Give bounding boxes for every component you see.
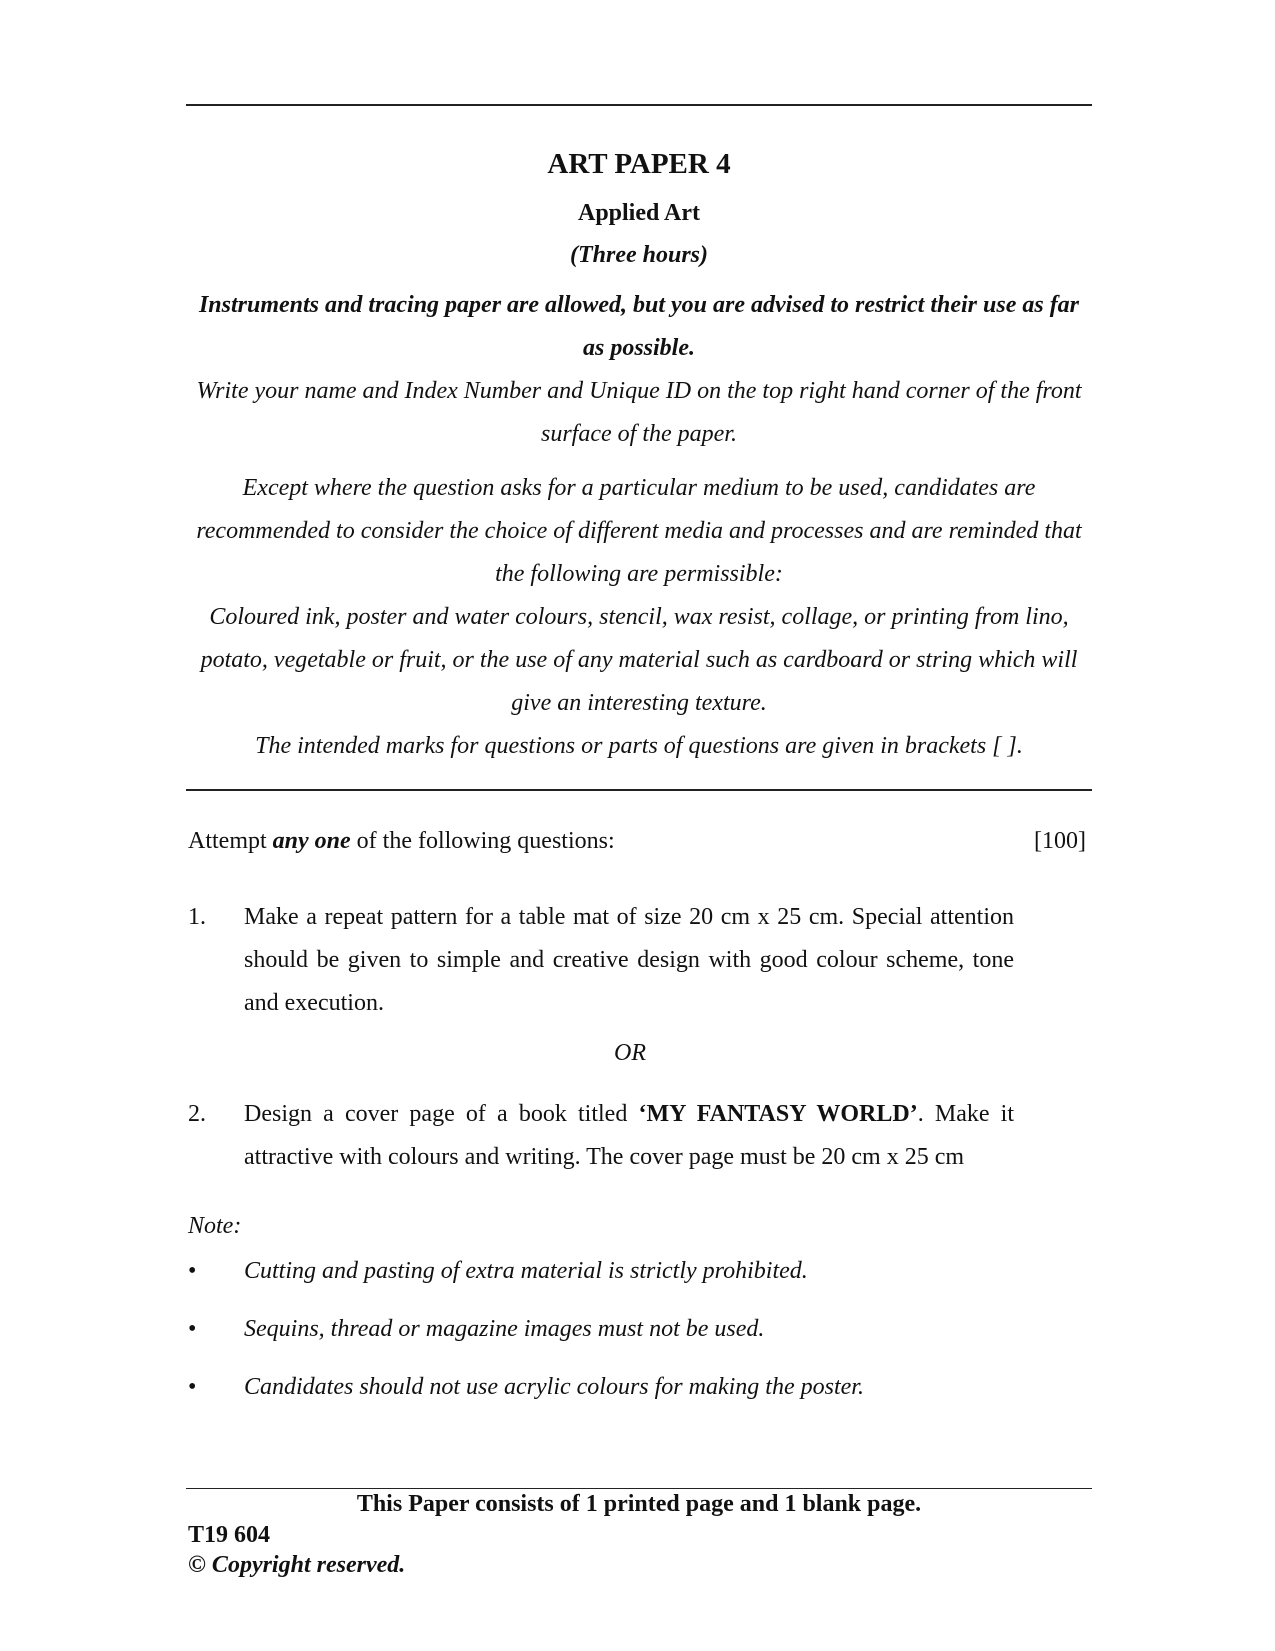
paper-duration: (Three hours) [569, 242, 708, 268]
paper-code: T19 604 [188, 1522, 271, 1548]
book-title: ‘MY FANTASY WORLD’ [638, 1101, 918, 1127]
note-item [188, 1316, 764, 1343]
media-list: Coloured ink, poster and water colours, stencil, wax resist, collage, or printing from lino, potato, vegetable or fruit, or the use of any material such as cardboard or string which will give an interesting texture. [200, 604, 1078, 716]
note-item-text: Sequins, thread or magazine images must not be used. [244, 1316, 765, 1342]
note-item-text: Cutting and pasting of extra material is strictly prohibited. [244, 1258, 808, 1284]
note-label: Note: [188, 1213, 242, 1239]
bullet-icon: • [188, 1258, 197, 1284]
note-item [188, 1258, 808, 1285]
top-rule [186, 104, 1092, 106]
bullet-icon: • [188, 1374, 197, 1400]
paper-subtitle: Applied Art [577, 200, 700, 226]
note-item [188, 1374, 864, 1401]
section-rule [186, 789, 1092, 791]
identity-instruction: Write your name and Index Number and Unique ID on the top right hand corner of the front surface of the paper. [196, 378, 1082, 447]
question-text-after: . Make it attractive with colours and writing. The cover page must be 20 cm x 25 cm [244, 1101, 1015, 1170]
paper-title: ART PAPER 4 [547, 148, 731, 180]
question-text [244, 1093, 1014, 1179]
question-2 [188, 1093, 1014, 1179]
page-count-note: This Paper consists of 1 printed page and 1 blank page. [356, 1491, 922, 1517]
question-1 [188, 896, 1014, 1025]
media-intro: Except where the question asks for a particular medium to be used, candidates are recommended to consider the choice of different media and processes and are reminded that the following are permissible: [196, 475, 1082, 587]
note-item-text: Candidates should not use acrylic colours for making the poster. [244, 1374, 864, 1400]
instruments-instruction: Instruments and tracing paper are allowed, but you are advised to restrict their use as far as possible. [198, 292, 1080, 361]
attempt-prefix: Attempt [188, 828, 273, 854]
question-number: 2. [188, 1101, 206, 1127]
attempt-emphasis: any one [272, 828, 351, 854]
total-marks: [100] [1034, 828, 1086, 854]
question-text: Make a repeat pattern for a table mat of size 20 cm x 25 cm. Special attention should be given to simple and creative design with good colour scheme, tone and execution. [244, 904, 1014, 1016]
footer-rule [186, 1488, 1092, 1489]
or-separator: OR [614, 1040, 646, 1066]
media-instruction [186, 467, 1092, 725]
question-text-before: Design a cover page of a book titled [244, 1101, 639, 1127]
copyright-notice: © Copyright reserved. [188, 1552, 406, 1578]
question-number: 1. [188, 904, 206, 930]
marks-instruction: The intended marks for questions or parts of questions are given in brackets [ ]. [255, 733, 1023, 759]
bullet-icon: • [188, 1316, 197, 1342]
attempt-suffix: of the following questions: [350, 828, 615, 854]
attempt-line [188, 828, 1088, 855]
